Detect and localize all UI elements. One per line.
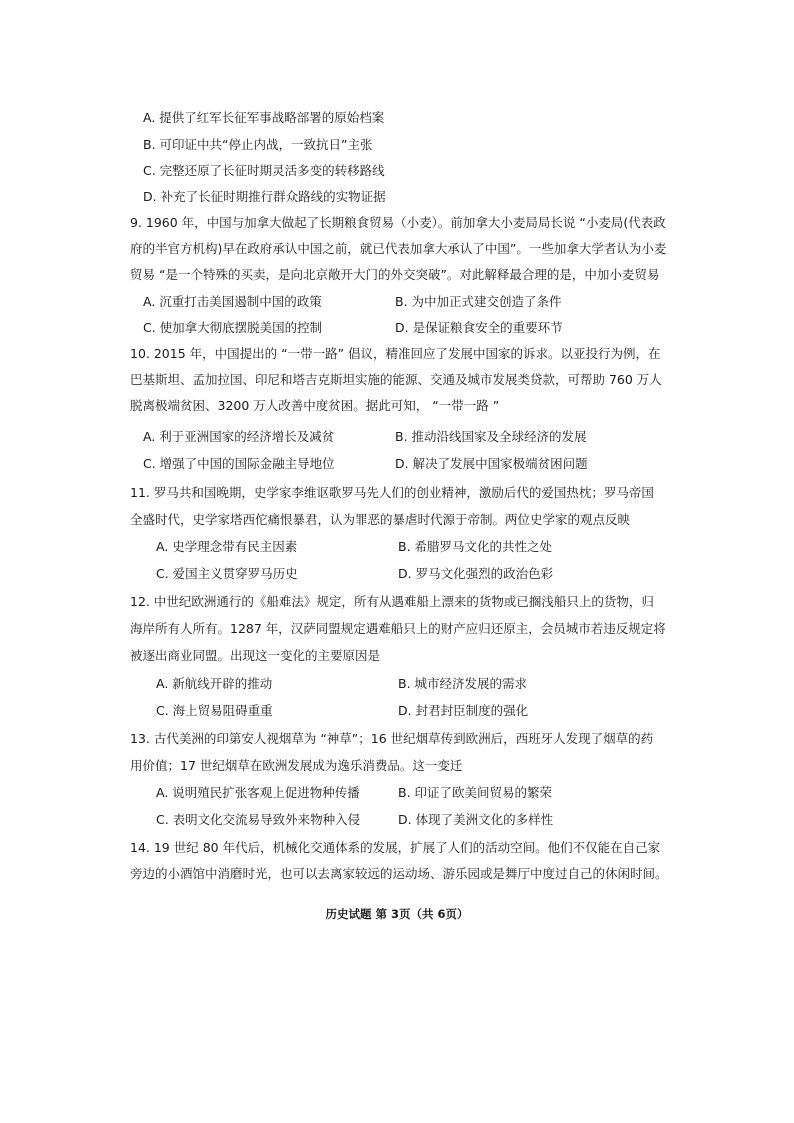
q9-option-a: A. 沉重打击美国遏制中国的政策 xyxy=(143,294,322,309)
q8-option-a: A. 提供了红军长征军事战略部署的原始档案 xyxy=(143,110,385,125)
q10-option-a: A. 利于亚洲国家的经济增长及减贫 xyxy=(143,429,335,444)
q11-option-c: C. 爱国主义贯穿罗马历史 xyxy=(156,566,298,581)
q13-stem-line2: 用价值；17 世纪烟草在欧洲发展成为逸乐消费品。这一变迁 xyxy=(130,758,463,773)
q9-option-b: B. 为中加正式建交创造了条件 xyxy=(395,294,562,309)
q11-option-d: D. 罗马文化强烈的政治色彩 xyxy=(398,566,554,581)
q14-stem-line1: 14. 19 世纪 80 年代后，机械化交通体系的发展，扩展了人们的活动空间。他们不仅能在自己家 xyxy=(130,840,661,855)
q11-option-b: B. 希腊罗马文化的共性之处 xyxy=(398,539,553,554)
q14-stem-line2: 旁边的小酒馆中消磨时光，也可以去离家较远的运动场、游乐园或是舞厅中度过自己的休闲时间。 xyxy=(130,866,668,881)
q9-option-c: C. 使加拿大彻底摆脱美国的控制 xyxy=(143,320,323,335)
q10-option-b: B. 推动沿线国家及全球经济的发展 xyxy=(395,429,587,444)
q8-option-c: C. 完整还原了长征时期灵活多变的转移路线 xyxy=(143,163,385,178)
q12-option-a: A. 新航线开辟的推动 xyxy=(156,676,273,691)
q12-stem-line2: 海岸所有人所有。1287 年，汉萨同盟规定遇难船只上的财产应归还原主，会员城市若违反规定将 xyxy=(130,621,666,636)
q10-stem-line2: 巴基斯坦、孟加拉国、印尼和塔吉克斯坦实施的能源、交通及城市发展类贷款，可帮助 760 万人 xyxy=(130,372,662,387)
q8-option-b: B. 可印证中共“停止内战，一致抗日”主张 xyxy=(143,137,373,152)
page-footer: 历史试题 第 3页（共 6页） xyxy=(325,907,469,921)
q11-option-a: A. 史学理念带有民主因素 xyxy=(156,539,298,554)
q10-stem-line3: 脱离极端贫困、3200 万人改善中度贫困。据此可知， “一带一路 ” xyxy=(130,398,500,413)
q10-option-c: C. 增强了中国的国际金融主导地位 xyxy=(143,456,335,471)
q9-stem-line1: 9. 1960 年，中国与加拿大做起了长期粮食贸易（小麦）。前加拿大小麦局局长说 “小麦局(代表政 xyxy=(130,215,666,230)
q10-option-d: D. 解决了发展中国家极端贫困问题 xyxy=(395,456,588,471)
q13-option-d: D. 体现了美洲文化的多样性 xyxy=(398,812,554,827)
q11-stem-line2: 全盛时代，史学家塔西佗痛恨暴君，认为罪恶的暴虐时代源于帝制。两位史学家的观点反映 xyxy=(130,512,631,527)
q11-stem-line1: 11. 罗马共和国晚期，史学家李维讴歌罗马先人们的创业精神，激励后代的爱国热枕；罗马帝国 xyxy=(130,485,654,500)
q9-option-d: D. 是保证粮食安全的重要环节 xyxy=(395,320,563,335)
q13-option-c: C. 表明文化交流易导致外来物种入侵 xyxy=(156,812,361,827)
q10-stem-line1: 10. 2015 年，中国提出的 “一带一路” 倡议，精准回应了发展中国家的诉求。以亚投行为例，在 xyxy=(130,346,661,361)
q12-option-c: C. 海上贸易阻碍重重 xyxy=(156,703,273,718)
q12-option-b: B. 城市经济发展的需求 xyxy=(398,676,528,691)
q9-stem-line3: 贸易 “是一个特殊的买卖，是向北京敞开大门的外交突破”。对此解释最合理的是，中加小麦贸易 xyxy=(130,267,660,282)
q12-stem-line3: 被逐出商业同盟。出现这一变化的主要原因是 xyxy=(130,648,381,663)
q8-option-d: D. 补充了长征时期推行群众路线的实物证据 xyxy=(143,189,386,204)
q12-stem-line1: 12. 中世纪欧洲通行的《船难法》规定，所有从遇难船上漂来的货物或已搁浅船只上的货物，归 xyxy=(130,594,654,609)
q12-option-d: D. 封君封臣制度的强化 xyxy=(398,703,529,718)
q13-stem-line1: 13. 古代美洲的印第安人视烟草为 “神草”；16 世纪烟草传到欧洲后，西班牙人发现了烟草的药 xyxy=(130,731,654,746)
q13-option-a: A. 说明殖民扩张客观上促进物种传播 xyxy=(156,785,360,800)
q13-option-b: B. 印证了欧美间贸易的繁荣 xyxy=(398,785,553,800)
q9-stem-line2: 府的半官方机构)早在政府承认中国之前，就已代表加拿大承认了中国”。一些加拿大学者认为小麦 xyxy=(130,241,667,256)
